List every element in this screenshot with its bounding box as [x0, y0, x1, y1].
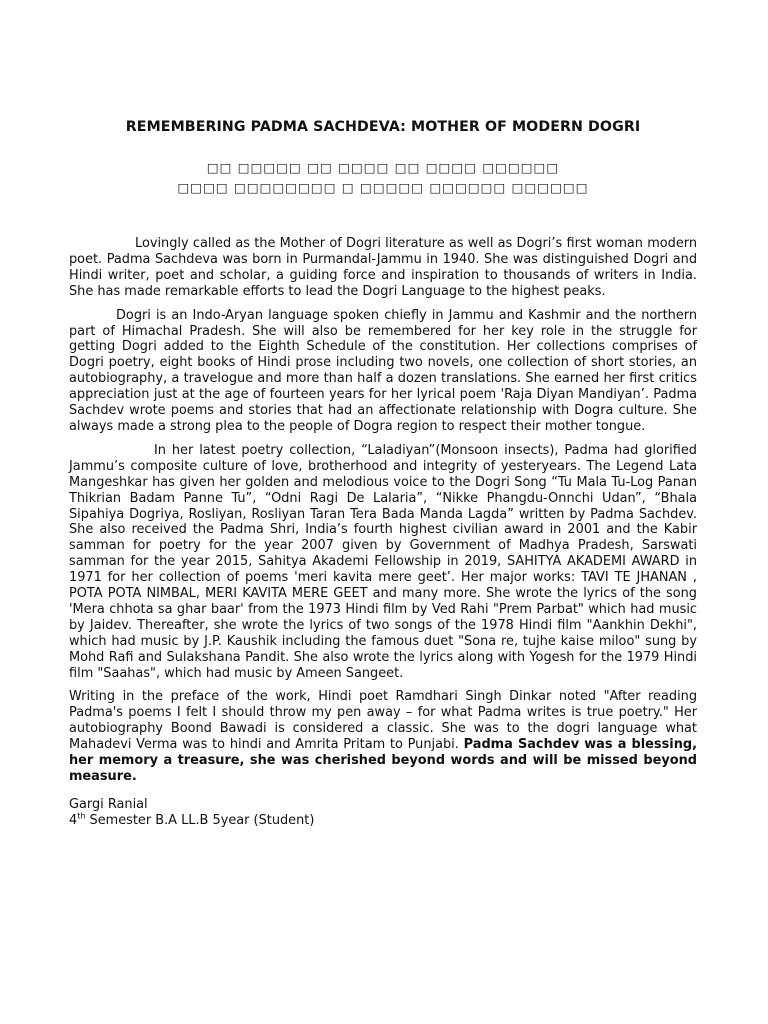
paragraph-dogri-language: Dogri is an Indo-Aryan language spoken chiefly in Jammu and Kashmir and the northern part of Himachal Pradesh. She will also be remembered for her key role in the struggle for getting Dogri added to the Eighth Schedule of the constitution. Her collections comprises of Dogri poetry, eight books of Hindi prose including two novels, one collection of short stories, an autobiography, a travelogue and more than half a dozen translations. She earned her first critics appreciation just at the age of fourteen years for her lyrical poem 'Raja Diyan Mandiyan’. Padma Sachdev wrote poems and stories that had an affectionate relationship with Dogra culture. She always made a strong plea to the people of Dogra region to respect their mother tongue. [69, 307, 697, 434]
author-designation: Semester B.A LL.B 5year (Student) [89, 812, 315, 828]
devanagari-subtitle-line-2: □□□□ □□□□□□□□ □ □□□□□ □□□□□□ □□□□□□ [177, 180, 589, 195]
devanagari-subtitle-line-1: □□ □□□□□ □□ □□□□ □□ □□□□ □□□□□□ [206, 160, 560, 175]
document-title: REMEMBERING PADMA SACHDEVA: MOTHER OF MODERN DOGRI [125, 119, 641, 135]
paragraph-closing [69, 689, 697, 784]
author-name: Gargi Ranial [69, 796, 148, 812]
author-signature [69, 797, 697, 829]
paragraph-works-and-awards: In her latest poetry collection, “Laladiyan”(Monsoon insects), Padma had glorified Jammu’s composite culture of love, brotherhood and integrity of yesteryears. The Legend Lata Mangeshkar has given her golden and melodious voice to the Dogri Song “Tu Mala Tu-Log Panan Thikrian Badam Panne Tu”, “Odni Ragi De Lalaria”, “Nikke Phangdu-Onnchi Udan”, “Bhala Sipahiya Dogriya, Rosliyan, Rosliyan Taran Tera Bada Manda Lagda” written by Padma Sachdev. She also received the Padma Shri, India’s fourth highest civilian award in 2001 and the Kabir samman for poetry for the year 2007 given by Government of Madhya Pradesh, Sarswati samman for the year 2015, Sahitya Akademi Fellowship in 2019, SAHITYA AKADEMI AWARD in 1971 for her collection of poems 'meri kavita mere geet’. Her major works: TAVI TE JHANAN , POTA POTA NIMBAL, MERI KAVITA MERE GEET and many more. She wrote the lyrics of the song 'Mera chhota sa ghar baar' from the 1973 Hindi film by Ved Rahi "Prem Parbat" which had music by Jaidev. Thereafter, she wrote the lyrics of two songs of the 1978 Hindi film "Aankhin Dekhi", which had music by J.P. Kaushik including the famous duet "Sona re, tujhe kaise miloo" sung by Mohd Rafi and Sulakshana Pandit. She also wrote the lyrics along with Yogesh for the 1979 Hindi film "Saahas", which had music by Ameen Sangeet. [69, 442, 697, 681]
closing-text: Writing in the preface of the work, Hindi poet Ramdhari Singh Dinkar noted "After reading Padma's poems I felt I should throw my pen away – for what Padma writes is true poetry." Her autobiography Boond Bawadi is considered a classic. She was to the dogri language what Mahadevi Verma was to hindi and Amrita Pritam to Punjabi. [69, 689, 697, 753]
paragraph-intro: Lovingly called as the Mother of Dogri literature as well as Dogri’s first woman modern poet. Padma Sachdeva was born in Purmandal-Jammu in 1940. She was distinguished Dogri and Hindi writer, poet and scholar, a guiding force and inspiration to thousands of writers in India. She has made remarkable efforts to lead the Dogri Language to the highest peaks. [69, 236, 697, 299]
closing-bold-tribute: Padma Sachdev was a blessing, her memory a treasure, she was cherished beyond words and will be missed beyond measure. [69, 737, 697, 784]
author-semester-number: 4 [69, 812, 78, 828]
author-semester-suffix: th [77, 811, 86, 821]
author-designation-line [69, 813, 697, 829]
